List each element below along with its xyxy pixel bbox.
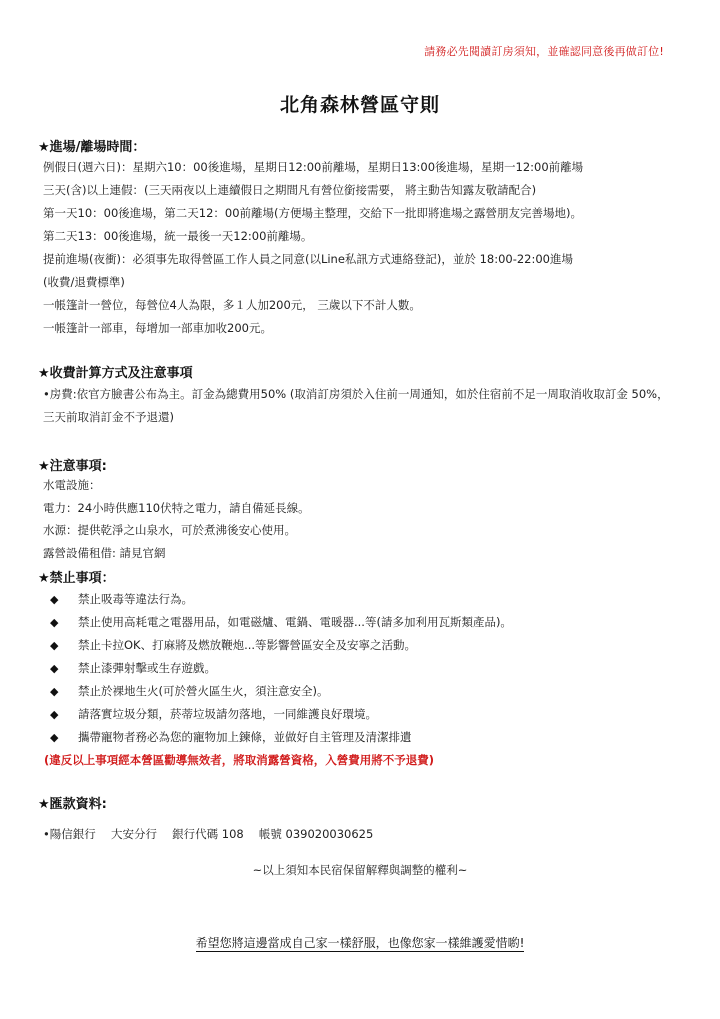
prohibited-item [50,660,216,676]
section-bank-heading: ★匯款資料: [38,797,107,812]
entry-exit-line: 三天(含)以上連假：(三天兩夜以上連續假日之期間凡有營位銜接需要， 將主動告知露友敬請配合) [43,183,537,197]
diamond-bullet-icon: ◆ [50,639,59,652]
entry-exit-line: 第一天10：00後進場，第二天12：00前離場(方便場主整理，交給下一批即將進場之露營朋友完善場地)。 [43,206,583,220]
page-title: 北角森林營區守則 [279,94,440,116]
bank-account-line: •陽信銀行 大安分行 銀行代碼 108 帳號 039020030625 [43,827,374,841]
section-fees-heading: ★收費計算方式及注意事項 [38,366,193,381]
prohibited-item-text: 禁止吸毒等違法行為。 [78,592,193,606]
prohibited-item [50,614,512,630]
footer-text: 希望您將這邊當成自己家一樣舒服，也像您家一樣維護愛惜喲! [195,936,525,950]
section-prohibited-heading: ★禁止事項： [38,571,115,586]
violation-warning: (違反以上事項經本營區勸導無效者，將取消露營資格，入營費用將不予退費) [44,753,435,767]
fees-line: 三天前取消訂金不予退還) [43,410,174,424]
diamond-bullet-icon: ◆ [50,662,59,675]
entry-exit-line: (收費/退費標準) [43,275,125,289]
prohibited-item [50,683,328,699]
footer-message [0,934,720,951]
prohibited-item [50,706,377,722]
diamond-bullet-icon: ◆ [50,593,59,606]
notes-line: 電力：24小時供應110伏特之電力，請自備延長線。 [43,501,310,515]
entry-exit-line: 一帳篷計一部車，每增加一部車加收200元。 [43,321,272,335]
prohibited-item [50,591,193,607]
prohibited-item [50,637,416,653]
diamond-bullet-icon: ◆ [50,731,59,744]
booking-notice: 請務必先閱讀訂房須知，並確認同意後再做訂位! [424,45,664,58]
notes-line: 水源：提供乾淨之山泉水，可於煮沸後安心使用。 [43,523,296,537]
reserve-rights-note: ~以上須知本民宿保留解釋與調整的權利~ [252,863,468,877]
diamond-bullet-icon: ◆ [50,685,59,698]
section-notes-heading: ★注意事項: [38,459,107,474]
entry-exit-line: 一帳篷計一營位，每營位4人為限，多１人加200元， 三歲以下不計人數。 [43,298,421,312]
entry-exit-line: 第二天13：00後進場，統一最後一天12:00前離場。 [43,229,313,243]
entry-exit-line: 提前進場(夜衝)：必須事先取得營區工作人員之同意(以Line私訊方式連絡登記)，並於 18:00-22:00進場 [43,252,573,266]
notes-line: 露營設備租借: 請見官網 [43,546,166,560]
prohibited-item [50,729,412,745]
fees-line: •房費:依官方臉書公布為主。訂金為總費用50% (取消訂房須於入住前一周通知，如於住宿前不足一周取消收取訂金 50%， [43,387,669,401]
prohibited-item-text: 禁止於裸地生火(可於營火區生火，須注意安全)。 [78,684,329,698]
entry-exit-line: 例假日(週六日)：星期六10：00後進場，星期日12:00前離場，星期日13:00後進場，星期一12:00前離場 [43,160,584,174]
prohibited-item-text: 禁止漆彈射擊或生存遊戲。 [78,661,216,675]
prohibited-item-text: 攜帶寵物者務必為您的寵物加上鍊條，並做好自主管理及清潔排遺 [78,730,412,744]
diamond-bullet-icon: ◆ [50,708,59,721]
prohibited-item-text: 請落實垃圾分類，菸蒂垃圾請勿落地，一同維護良好環境。 [78,707,377,721]
prohibited-item-text: 禁止使用高耗電之電器用品，如電磁爐、電鍋、電暖器...等(請多加利用瓦斯類產品)。 [78,615,512,629]
prohibited-item-text: 禁止卡拉OK、打麻將及燃放鞭炮...等影響營區安全及安寧之活動。 [78,638,417,652]
section-entry-exit-heading: ★進場/離場時間： [38,140,146,155]
notes-line: 水電設施： [43,478,101,492]
diamond-bullet-icon: ◆ [50,616,59,629]
